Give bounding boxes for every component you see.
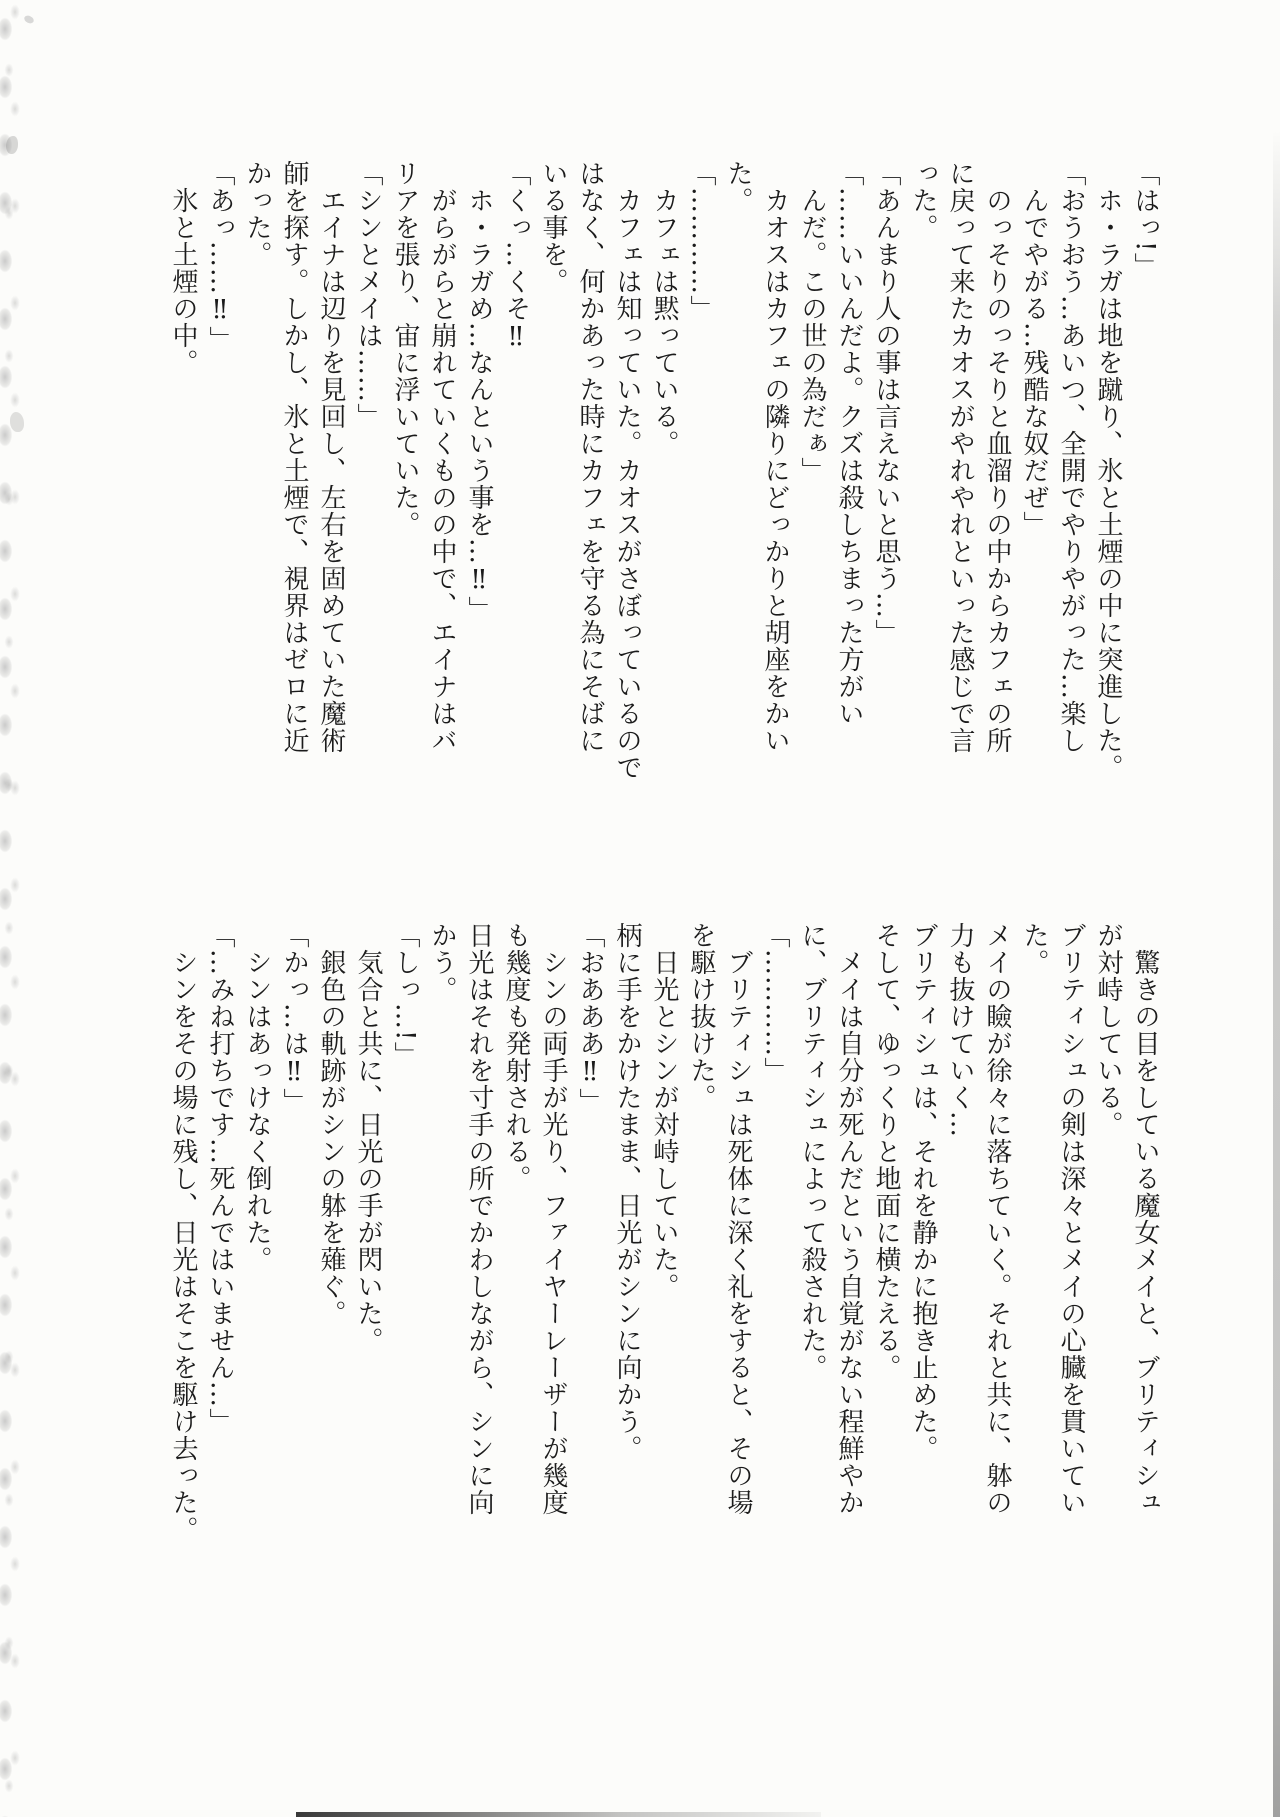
text-column: ホ・ラガは地を蹴り、氷と土煙の中に突進した。 xyxy=(1093,187,1123,781)
text-column: かう。 xyxy=(427,922,457,1003)
text-column: 「シンとメイは……」 xyxy=(353,160,383,430)
text-column: が対峙している。 xyxy=(1093,922,1123,1138)
text-column: かった。 xyxy=(242,160,272,268)
text-column: んでやがる…残酷な奴だぜ」 xyxy=(1019,187,1049,538)
text-column: カオスはカフェの隣りにどっかりと胡座をかい xyxy=(760,187,790,754)
text-column: ブリティシュは死体に深く礼をすると、その場 xyxy=(723,949,753,1516)
text-column: も幾度も発射される。 xyxy=(501,922,531,1192)
text-column: 「かっ…は‼」 xyxy=(279,922,309,1115)
text-column: がらがらと崩れていくものの中で、エイナはバ xyxy=(427,187,457,754)
text-column: エイナは辺りを見回し、左右を固めていた魔術 xyxy=(316,187,346,754)
text-column: ブリティシュの剣は深々とメイの心臓を貫いてい xyxy=(1056,922,1086,1516)
text-block-lower xyxy=(164,922,1163,1567)
text-column: はなく、何かあった時にカフェを守る為にそばに xyxy=(575,160,605,754)
text-column: 師を探す。しかし、氷と土煙で、視界はゼロに近 xyxy=(279,160,309,754)
text-column: 日光とシンが対峙していた。 xyxy=(649,949,679,1300)
binding-edge-texture xyxy=(0,0,24,1817)
text-column: 驚きの目をしている魔女メイと、ブリティシュ xyxy=(1130,949,1160,1516)
text-column: ブリティシュは、それを静かに抱き止めた。 xyxy=(908,922,938,1462)
text-column: カフェは知っていた。カオスがさぼっているので xyxy=(612,187,642,781)
text-column: た。 xyxy=(723,160,753,214)
scan-speck xyxy=(23,14,35,25)
scan-speck xyxy=(10,412,24,432)
text-column: そして、ゆっくりと地面に横たえる。 xyxy=(871,922,901,1381)
text-column: メイは自分が死んだという自覚がない程鮮やか xyxy=(834,949,864,1516)
text-column: 「…みね打ちです…死んではいません…」 xyxy=(205,922,235,1435)
text-column: 「あっ……‼」 xyxy=(205,160,235,353)
scan-artifact-bottom-line xyxy=(296,1812,821,1817)
text-column: 「……いいんだよ。クズは殺しちまった方がい xyxy=(834,160,864,727)
text-column: 日光はそれを寸手の所でかわしながら、シンに向 xyxy=(464,922,494,1516)
text-column: 「くっ…くそ‼ xyxy=(501,160,531,353)
text-column: 気合と共に、日光の手が閃いた。 xyxy=(353,949,383,1354)
text-column: ホ・ラガめ…なんという事を…‼」 xyxy=(464,187,494,623)
page-edge-shadow xyxy=(1273,0,1280,1817)
text-column: 「おあああ‼」 xyxy=(575,922,605,1115)
text-column: シンをその場に残し、日光はそこを駆け去った。 xyxy=(168,949,198,1543)
text-column: 柄に手をかけたまま、日光がシンに向かう。 xyxy=(612,922,642,1462)
text-column: シンはあっけなく倒れた。 xyxy=(242,949,272,1273)
text-column: メイの瞼が徐々に落ちていく。それと共に、躰の xyxy=(982,922,1012,1516)
text-column: 銀色の軌跡がシンの躰を薙ぐ。 xyxy=(316,949,346,1327)
text-column: 「…………」 xyxy=(760,922,790,1084)
text-block-upper xyxy=(164,160,1163,792)
text-column: んだ。この世の為だぁ」 xyxy=(797,187,827,484)
text-column: った。 xyxy=(908,160,938,241)
text-column: 「おうおう…あいつ、全開でやりやがった…楽し xyxy=(1056,160,1086,754)
text-column: に、ブリティシュによって殺された。 xyxy=(797,922,827,1381)
text-column: 力も抜けていく… xyxy=(945,922,975,1138)
text-column: 「はっ!」 xyxy=(1130,160,1160,280)
text-column: のっそりのっそりと血溜りの中からカフェの所 xyxy=(982,187,1012,754)
text-column: シンの両手が光り、ファイヤーレーザーが幾度 xyxy=(538,949,568,1516)
text-column: た。 xyxy=(1019,922,1049,976)
text-column: 「…………」 xyxy=(686,160,716,322)
text-column: 氷と土煙の中。 xyxy=(168,187,198,376)
text-column: カフェは黙っている。 xyxy=(649,187,679,457)
text-column: に戻って来たカオスがやれやれといった感じで言 xyxy=(945,160,975,754)
text-column: リアを張り、宙に浮いていた。 xyxy=(390,160,420,538)
text-column: 「あんまり人の事は言えないと思う…」 xyxy=(871,160,901,646)
text-column: を駆け抜けた。 xyxy=(686,922,716,1111)
text-column: 「しっ…!」 xyxy=(390,922,420,1069)
text-column: いる事を。 xyxy=(538,160,568,295)
